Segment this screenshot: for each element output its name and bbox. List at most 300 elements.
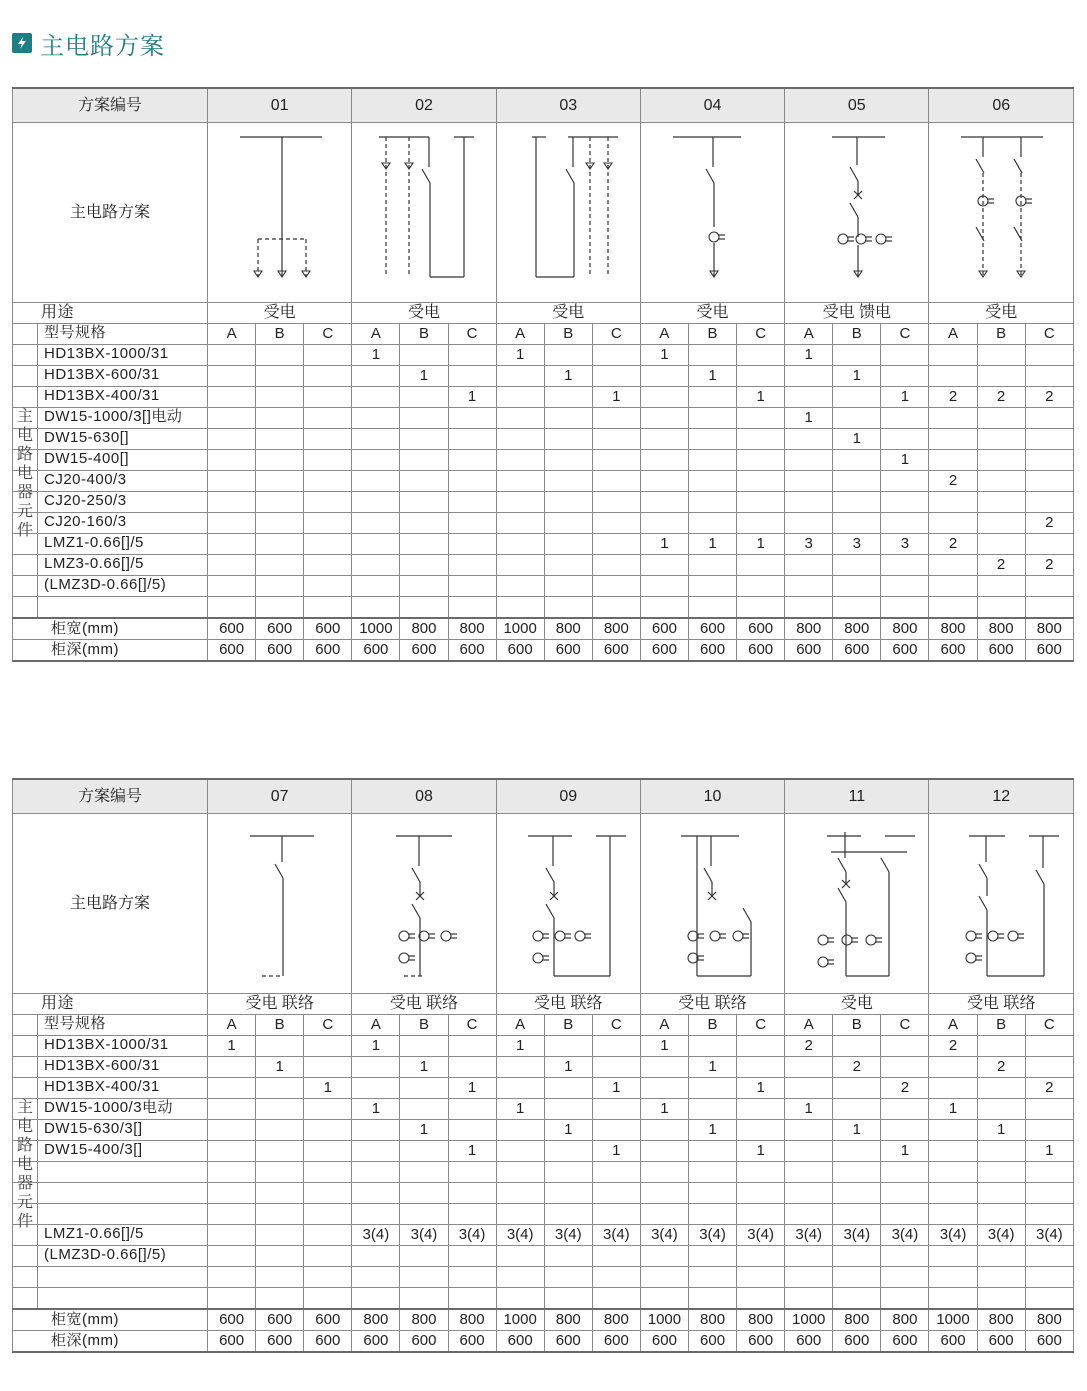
width-label: 柜宽(mm) [13,618,208,640]
quantity-cell [592,450,640,471]
quantity-cell [256,1078,304,1099]
width-value: 800 [1025,1309,1073,1331]
quantity-cell [448,492,496,513]
circuit-diagram [352,814,496,994]
quantity-cell [496,492,544,513]
quantity-cell [833,597,881,619]
depth-value: 600 [592,640,640,662]
depth-value: 600 [208,640,256,662]
quantity-cell: 1 [448,1078,496,1099]
quantity-cell: 1 [688,534,736,555]
quantity-cell [400,1183,448,1204]
quantity-cell [208,534,256,555]
quantity-cell [640,429,688,450]
width-value: 800 [977,618,1025,640]
quantity-cell: 3(4) [352,1225,400,1246]
quantity-cell [929,576,977,597]
quantity-cell [304,450,352,471]
quantity-cell [737,1120,785,1141]
quantity-cell [400,555,448,576]
component-name: DW15-630/3[] [13,1120,208,1141]
quantity-cell: B [544,324,592,345]
quantity-cell: 3(4) [544,1225,592,1246]
depth-value: 600 [785,1331,833,1353]
quantity-cell [929,555,977,576]
quantity-cell [977,1288,1025,1310]
circuit-diagram [496,123,640,303]
quantity-cell [688,1246,736,1267]
lightning-icon [12,33,32,53]
quantity-cell [977,1183,1025,1204]
component-name: HD13BX-400/31 [13,387,208,408]
width-value: 600 [304,618,352,640]
quantity-cell: 1 [737,534,785,555]
quantity-cell [496,1246,544,1267]
quantity-cell [640,576,688,597]
quantity-cell [688,1204,736,1225]
quantity-cell [881,1120,929,1141]
quantity-cell [833,1204,881,1225]
quantity-cell: 3 [833,534,881,555]
quantity-cell [544,1267,592,1288]
quantity-cell [737,555,785,576]
quantity-cell: 3(4) [592,1225,640,1246]
width-value: 600 [208,1309,256,1331]
quantity-cell: 1 [833,1120,881,1141]
component-name: LMZ3-0.66[]/5 [13,555,208,576]
quantity-cell: B [256,324,304,345]
width-value: 600 [688,618,736,640]
quantity-cell: A [785,324,833,345]
quantity-cell: C [881,324,929,345]
quantity-cell: 2 [929,471,977,492]
quantity-cell: 3(4) [496,1225,544,1246]
quantity-cell [833,513,881,534]
quantity-cell [929,1078,977,1099]
quantity-cell [737,1162,785,1183]
quantity-cell [352,1141,400,1162]
quantity-cell [496,1078,544,1099]
component-name: HD13BX-1000/31 [13,345,208,366]
scheme-table-2 [12,778,1074,1353]
model-label: 型号规格 [44,324,107,341]
quantity-cell [592,429,640,450]
quantity-cell [208,492,256,513]
quantity-cell [977,534,1025,555]
quantity-cell [785,597,833,619]
quantity-cell [208,1267,256,1288]
component-group-label: 主电路电器元件 [16,1099,33,1230]
scheme-number: 06 [929,88,1074,123]
quantity-cell [785,1204,833,1225]
main-circuit-label: 主电路方案 [13,123,208,303]
quantity-cell [304,1162,352,1183]
quantity-cell [496,576,544,597]
quantity-cell [400,1099,448,1120]
quantity-cell: 1 [256,1057,304,1078]
quantity-cell [977,1078,1025,1099]
quantity-cell: 1 [640,345,688,366]
quantity-cell [688,576,736,597]
quantity-cell [352,471,400,492]
quantity-cell: A [352,324,400,345]
quantity-cell [640,1120,688,1141]
circuit-diagram [496,814,640,994]
scheme-number: 03 [496,88,640,123]
scheme-number: 11 [785,779,929,814]
width-value: 800 [737,1309,785,1331]
quantity-cell [737,1099,785,1120]
quantity-cell [304,534,352,555]
quantity-cell [592,471,640,492]
quantity-cell: 2 [977,1057,1025,1078]
quantity-cell [977,513,1025,534]
quantity-cell [592,1036,640,1057]
quantity-cell: 2 [1025,387,1073,408]
component-name: DW15-1000/3电动 [13,1099,208,1120]
quantity-cell [929,366,977,387]
quantity-cell [592,1183,640,1204]
width-value: 600 [304,1309,352,1331]
width-value: 800 [929,618,977,640]
quantity-cell [208,1099,256,1120]
quantity-cell: B [256,1015,304,1036]
component-name: CJ20-160/3 [13,513,208,534]
quantity-cell [544,1204,592,1225]
quantity-cell [1025,576,1073,597]
quantity-cell [785,513,833,534]
quantity-cell [1025,1099,1073,1120]
quantity-cell [400,345,448,366]
quantity-cell [400,387,448,408]
quantity-cell [640,492,688,513]
quantity-cell [833,1099,881,1120]
quantity-cell [592,1162,640,1183]
quantity-cell [977,1246,1025,1267]
depth-value: 600 [737,640,785,662]
width-value: 1000 [929,1309,977,1331]
depth-value: 600 [208,1331,256,1353]
quantity-cell [304,1120,352,1141]
depth-value: 600 [881,640,929,662]
quantity-cell: B [833,324,881,345]
quantity-cell [400,534,448,555]
quantity-cell [640,387,688,408]
quantity-cell: C [592,324,640,345]
quantity-cell: 1 [737,1078,785,1099]
circuit-diagram [208,123,352,303]
quantity-cell [256,408,304,429]
quantity-cell [496,1162,544,1183]
width-value: 800 [544,1309,592,1331]
quantity-cell [881,492,929,513]
quantity-cell: 2 [1025,1078,1073,1099]
quantity-cell [592,1057,640,1078]
quantity-cell: 1 [448,1141,496,1162]
quantity-cell: 3(4) [1025,1225,1073,1246]
quantity-cell [352,366,400,387]
usage-value: 受电 联络 [352,994,496,1015]
quantity-cell [256,1204,304,1225]
depth-value: 600 [785,640,833,662]
quantity-cell [544,555,592,576]
quantity-cell [737,408,785,429]
usage-value: 受电 联络 [208,994,352,1015]
quantity-cell [256,534,304,555]
depth-value: 600 [544,1331,592,1353]
quantity-cell [592,1288,640,1310]
quantity-cell [640,1057,688,1078]
scheme-number: 07 [208,779,352,814]
quantity-cell [544,1288,592,1310]
depth-value: 600 [400,640,448,662]
quantity-cell [208,1141,256,1162]
circuit-diagram [208,814,352,994]
quantity-cell [496,450,544,471]
quantity-cell [929,1288,977,1310]
depth-value: 600 [640,640,688,662]
quantity-cell: 1 [881,450,929,471]
quantity-cell [592,1267,640,1288]
quantity-cell [833,1246,881,1267]
quantity-cell [304,1036,352,1057]
quantity-cell [304,1057,352,1078]
depth-value: 600 [352,640,400,662]
quantity-cell [256,1162,304,1183]
quantity-cell [640,408,688,429]
quantity-cell [881,471,929,492]
quantity-cell [785,366,833,387]
quantity-cell [592,1120,640,1141]
quantity-cell [592,345,640,366]
quantity-cell [352,1183,400,1204]
quantity-cell [977,1036,1025,1057]
circuit-diagram [929,123,1074,303]
quantity-cell [352,450,400,471]
width-value: 800 [592,618,640,640]
scheme-number: 02 [352,88,496,123]
quantity-cell [881,597,929,619]
quantity-cell [688,1141,736,1162]
usage-label: 用途 [13,303,208,324]
quantity-cell [833,1288,881,1310]
quantity-cell: 1 [592,1078,640,1099]
usage-value: 受电 联络 [929,994,1074,1015]
quantity-cell [640,471,688,492]
usage-value: 受电 [208,303,352,324]
quantity-cell [929,1057,977,1078]
circuit-diagram [352,123,496,303]
quantity-cell [400,1162,448,1183]
quantity-cell: 1 [785,1099,833,1120]
usage-value: 受电 [640,303,784,324]
quantity-cell [1025,597,1073,619]
quantity-cell: 2 [1025,513,1073,534]
depth-value: 600 [448,640,496,662]
quantity-cell: 1 [881,387,929,408]
quantity-cell [785,1246,833,1267]
circuit-diagram [640,123,784,303]
quantity-cell [833,471,881,492]
quantity-cell [592,1099,640,1120]
quantity-cell [304,1288,352,1310]
component-name: HD13BX-400/31 [13,1078,208,1099]
quantity-cell [400,492,448,513]
quantity-cell [256,555,304,576]
quantity-cell [737,492,785,513]
quantity-cell: C [448,324,496,345]
quantity-cell [256,429,304,450]
quantity-cell [496,1120,544,1141]
quantity-cell [352,429,400,450]
quantity-cell [640,1162,688,1183]
quantity-cell [208,471,256,492]
quantity-cell: 1 [544,1057,592,1078]
quantity-cell [352,408,400,429]
quantity-cell [304,1267,352,1288]
depth-value: 600 [256,640,304,662]
quantity-cell [688,492,736,513]
quantity-cell: B [544,1015,592,1036]
scheme-number: 08 [352,779,496,814]
depth-value: 600 [833,640,881,662]
quantity-cell [256,471,304,492]
quantity-cell [448,513,496,534]
quantity-cell: B [688,324,736,345]
quantity-cell: A [640,1015,688,1036]
main-circuit-label: 主电路方案 [13,814,208,994]
quantity-cell: 1 [496,1036,544,1057]
quantity-cell: C [1025,324,1073,345]
component-name [13,1288,208,1310]
quantity-cell [448,1246,496,1267]
depth-value: 600 [352,1331,400,1353]
quantity-cell [737,429,785,450]
usage-value: 受电 联络 [640,994,784,1015]
quantity-cell [352,1162,400,1183]
quantity-cell [448,534,496,555]
circuit-diagram [785,123,929,303]
quantity-cell [256,1225,304,1246]
quantity-cell [881,1183,929,1204]
quantity-cell [881,1204,929,1225]
component-name: DW15-630[] [13,429,208,450]
depth-value: 600 [688,1331,736,1353]
width-value: 1000 [496,1309,544,1331]
quantity-cell [448,555,496,576]
quantity-cell [977,1162,1025,1183]
quantity-cell [352,1267,400,1288]
width-value: 1000 [640,1309,688,1331]
component-name [13,1204,208,1225]
depth-label: 柜深(mm) [13,640,208,662]
quantity-cell [400,1246,448,1267]
quantity-cell: 2 [929,1036,977,1057]
quantity-cell [640,1288,688,1310]
quantity-cell [208,408,256,429]
width-value: 800 [544,618,592,640]
quantity-cell [592,513,640,534]
component-name: HD13BX-600/31 [13,1057,208,1078]
quantity-cell [400,471,448,492]
quantity-cell: 1 [640,1036,688,1057]
quantity-cell [496,597,544,619]
quantity-cell: 2 [1025,555,1073,576]
quantity-cell [592,555,640,576]
quantity-cell [496,1204,544,1225]
quantity-cell [304,408,352,429]
quantity-cell: 1 [929,1099,977,1120]
quantity-cell [1025,1057,1073,1078]
quantity-cell [544,576,592,597]
quantity-cell [208,429,256,450]
quantity-cell [1025,450,1073,471]
quantity-cell: 2 [977,555,1025,576]
quantity-cell [688,471,736,492]
component-name [13,1183,208,1204]
quantity-cell [1025,1288,1073,1310]
component-name [13,1162,208,1183]
quantity-cell [304,597,352,619]
quantity-cell [929,345,977,366]
quantity-cell: A [929,1015,977,1036]
quantity-cell [208,513,256,534]
quantity-cell: A [496,324,544,345]
quantity-cell [400,1204,448,1225]
quantity-cell [881,1267,929,1288]
quantity-cell [737,597,785,619]
quantity-cell [448,597,496,619]
quantity-cell [208,1246,256,1267]
component-name [13,597,208,619]
scheme-number: 01 [208,88,352,123]
quantity-cell [1025,471,1073,492]
width-value: 800 [592,1309,640,1331]
quantity-cell [688,597,736,619]
depth-value: 600 [448,1331,496,1353]
quantity-cell [881,1036,929,1057]
quantity-cell [448,1288,496,1310]
quantity-cell [208,366,256,387]
quantity-cell: 2 [785,1036,833,1057]
quantity-cell [737,450,785,471]
component-name [13,1267,208,1288]
quantity-cell [833,492,881,513]
usage-value: 受电 馈电 [785,303,929,324]
width-value: 800 [833,1309,881,1331]
component-name: DW15-400[] [13,450,208,471]
width-value: 800 [448,1309,496,1331]
quantity-cell [640,597,688,619]
scheme-number: 05 [785,88,929,123]
quantity-cell: 1 [208,1036,256,1057]
quantity-cell [785,1141,833,1162]
quantity-cell [544,1078,592,1099]
quantity-cell [448,1162,496,1183]
quantity-cell [304,1141,352,1162]
component-header [13,324,208,345]
quantity-cell [496,1141,544,1162]
quantity-cell [352,1078,400,1099]
quantity-cell [448,1267,496,1288]
quantity-cell [833,1036,881,1057]
quantity-cell [640,1204,688,1225]
quantity-cell [208,345,256,366]
width-value: 1000 [785,1309,833,1331]
width-value: 600 [737,618,785,640]
width-value: 800 [785,618,833,640]
quantity-cell [881,366,929,387]
